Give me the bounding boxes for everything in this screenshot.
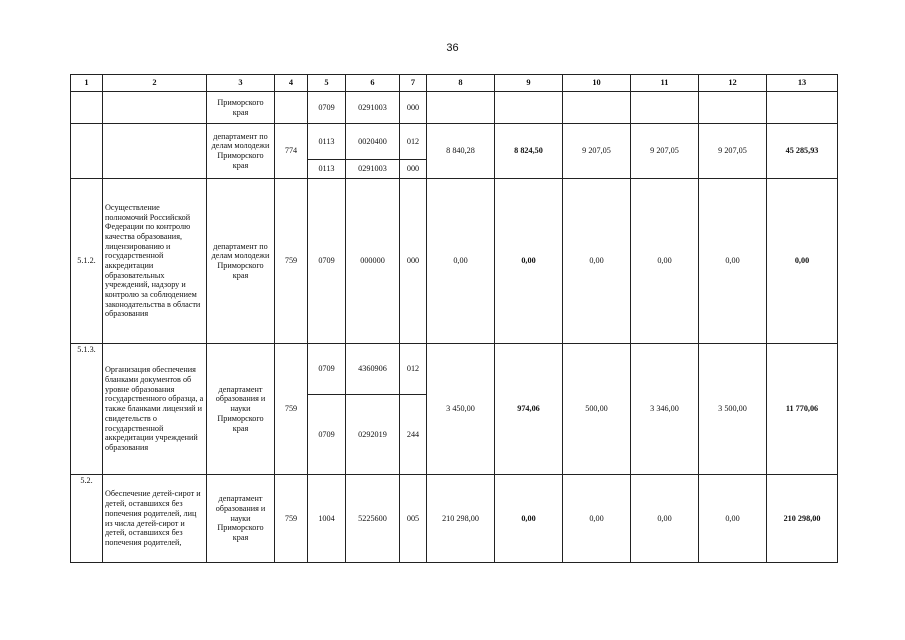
row-number-cell [71,92,103,124]
header-cell: 7 [400,75,427,92]
row-number-cell [71,124,103,179]
target-code-cell: 5225600 [346,475,400,563]
value-cell: 0,00 [699,179,767,344]
value-cell [495,92,563,124]
value-cell: 9 207,05 [699,124,767,179]
budget-table [70,74,838,563]
table-row [71,124,838,160]
header-cell: 6 [346,75,400,92]
target-code-cell: 0291003 [346,160,400,179]
target-code-cell: 0291003 [346,92,400,124]
expense-code-cell: 000 [400,92,427,124]
name-cell: Осуществление полномочий Российской Федерации по контролю качества образования, лицензированию и государственной аккредитации образовательных учреждений, надзору и контролю за соблюдением законодательства в области образования [103,179,207,344]
value-cell: 3 500,00 [699,344,767,475]
section-code-cell: 0709 [308,179,346,344]
header-cell: 13 [767,75,838,92]
name-cell [103,124,207,179]
value-cell: 3 346,00 [631,344,699,475]
target-code-cell: 000000 [346,179,400,344]
value-cell: 0,00 [631,475,699,563]
header-cell: 10 [563,75,631,92]
value-cell: 0,00 [699,475,767,563]
value-cell [563,92,631,124]
name-cell: Организация обеспечения бланками документов об уровне образования государственного образца, а также бланками лицензий и свидетельств о государственной аккредитации учреждений образования [103,344,207,475]
total-cell: 11 770,06 [767,344,838,475]
header-cell: 2 [103,75,207,92]
executor-cell: Приморского края [207,92,275,124]
table-row [71,344,838,395]
header-cell: 9 [495,75,563,92]
header-cell: 1 [71,75,103,92]
value-cell [767,92,838,124]
value-cell [699,92,767,124]
code-cell [275,92,308,124]
target-code-cell: 0292019 [346,395,400,475]
expense-code-cell: 000 [400,160,427,179]
executor-cell: департамент образования и науки Приморского края [207,344,275,475]
table-row [71,179,838,344]
department-code-cell: 759 [275,179,308,344]
department-code-cell: 759 [275,475,308,563]
value-cell [631,92,699,124]
value-cell: 0,00 [495,475,563,563]
department-code-cell: 774 [275,124,308,179]
header-row [71,75,838,92]
row-number-cell: 5.2. [71,475,103,563]
total-cell: 0,00 [767,179,838,344]
expense-code-cell: 012 [400,124,427,160]
value-cell: 3 450,00 [427,344,495,475]
section-code-cell: 1004 [308,475,346,563]
value-cell: 0,00 [495,179,563,344]
header-cell: 5 [308,75,346,92]
row-number-cell: 5.1.2. [71,179,103,344]
value-cell [427,92,495,124]
department-code-cell: 759 [275,344,308,475]
executor-cell: департамент образования и науки Приморского края [207,475,275,563]
value-cell: 8 824,50 [495,124,563,179]
expense-code-cell: 000 [400,179,427,344]
page-number: 36 [446,42,459,54]
header-cell: 8 [427,75,495,92]
row-number-cell: 5.1.3. [71,344,103,475]
header-cell: 12 [699,75,767,92]
value-cell: 9 207,05 [563,124,631,179]
value-cell: 0,00 [631,179,699,344]
section-code-cell: 0113 [308,160,346,179]
expense-code-cell: 244 [400,395,427,475]
target-code-cell: 0020400 [346,124,400,160]
table-row [71,475,838,563]
section-code-cell: 0709 [308,92,346,124]
header-cell: 3 [207,75,275,92]
value-cell: 0,00 [563,179,631,344]
section-code-cell: 0709 [308,395,346,475]
header-cell: 4 [275,75,308,92]
total-cell: 45 285,93 [767,124,838,179]
section-code-cell: 0113 [308,124,346,160]
name-cell [103,92,207,124]
value-cell: 8 840,28 [427,124,495,179]
value-cell: 974,06 [495,344,563,475]
target-code-cell: 4360906 [346,344,400,395]
value-cell: 0,00 [427,179,495,344]
expense-code-cell: 005 [400,475,427,563]
section-code-cell: 0709 [308,344,346,395]
header-cell: 11 [631,75,699,92]
value-cell: 500,00 [563,344,631,475]
executor-cell: департамент по делам молодежи Приморского края [207,179,275,344]
value-cell: 210 298,00 [427,475,495,563]
value-cell: 9 207,05 [631,124,699,179]
table-row [71,92,838,124]
executor-cell: департамент по делам молодежи Приморского края [207,124,275,179]
name-cell: Обеспечение детей-сирот и детей, оставшихся без попечения родителей, лиц из числа детей-сирот и детей, оставшихся без попечения родителей, [103,475,207,563]
value-cell: 0,00 [563,475,631,563]
expense-code-cell: 012 [400,344,427,395]
total-cell: 210 298,00 [767,475,838,563]
